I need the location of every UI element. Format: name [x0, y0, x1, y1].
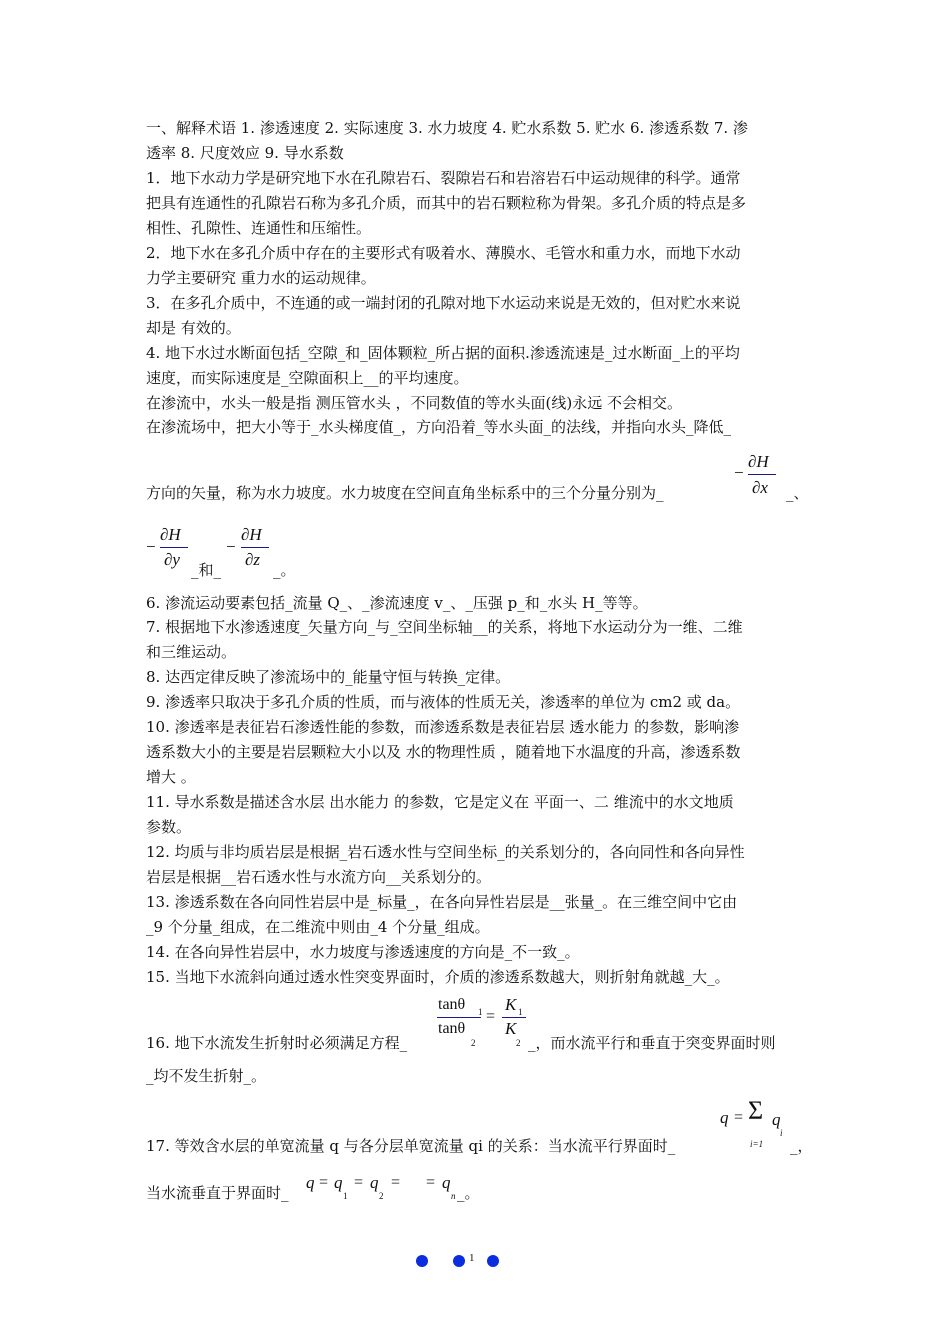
item-16-line-1-end: _，而水流平行和垂直于突变界面时则	[528, 1034, 776, 1052]
formula-eq-4: =	[426, 1174, 436, 1191]
formula-q-sub-2: 2	[379, 1191, 384, 1201]
formula-q-2: q	[370, 1173, 379, 1192]
fraction-bar-z	[241, 547, 269, 548]
formula-sub-2a: 2	[471, 1038, 476, 1048]
item-10-line-1: 10. 渗透率是表征岩石渗透性能的参数，而渗透系数是表征岩层 透水能力 的参数，影响渗	[146, 718, 740, 736]
item-16-line-2: _均不发生折射_。	[146, 1067, 267, 1085]
formula-q-sub-n: n	[451, 1191, 456, 1201]
formula-eq-sum: =	[734, 1109, 744, 1126]
formula-minus-z: −	[226, 537, 236, 556]
item-1-line-2: 把具有连通性的孔隙岩石称为多孔介质，而其中的岩石颗粒称为骨架。多孔介质的特点是多	[146, 194, 747, 212]
formula-q-sum: q	[720, 1108, 729, 1127]
item-13-line-1: 13. 渗透系数在各向同性岩层中是_标量_，在各向异性岩层是__张量_。在三维空间中它由	[146, 893, 738, 911]
formula-q-1: q	[334, 1173, 343, 1192]
formula-dz: ∂z	[245, 550, 261, 569]
item-17-line-2-end: _。	[457, 1184, 480, 1202]
item-2-line-1: 2．地下水在多孔介质中存在的主要形式有吸着水、薄膜水、毛管水和重力水，而地下水动	[146, 244, 741, 262]
page-number: 1	[469, 1252, 475, 1264]
item-10-line-3: 增大 。	[146, 768, 196, 786]
item-12-line-1: 12. 均质与非均质岩层是根据_岩石透水性与空间坐标_的关系划分的，各向同性和各向异性	[146, 843, 745, 861]
item-3-line-1: 3．在多孔介质中，不连通的或一端封闭的孔隙对地下水运动来说是无效的，但对贮水来说	[146, 294, 741, 312]
item-2-line-2: 力学主要研究 重力水的运动规律。	[146, 269, 376, 287]
formula-tan-1: tanθ	[438, 996, 466, 1013]
gradient-definition-line-2: 方向的矢量，称为水力坡度。水力坡度在空间直角坐标系中的三个分量分别为_	[146, 484, 664, 502]
gradient-definition-line-1: 在渗流场中，把大小等于_水头梯度值_，方向沿着_等水头面_的法线，并指向水头_降低_	[146, 418, 732, 436]
formula-sub-2b: 2	[516, 1038, 521, 1048]
end-of-gradient-line: _。	[273, 561, 296, 579]
item-11-line-1: 11. 导水系数是描述含水层 出水能力 的参数，它是定义在 平面一、二 维流中的水文地质	[146, 793, 734, 811]
separator-after-x: _、	[786, 484, 809, 502]
formula-dy: ∂y	[164, 550, 180, 569]
fraction-bar-x	[748, 474, 776, 475]
formula-K-1: K	[505, 995, 517, 1014]
item-1-line-3: 相性、孔隙性、连通性和压缩性。	[146, 219, 372, 237]
footer-dot-right	[487, 1255, 499, 1267]
item-17-line-1-end: _，	[790, 1137, 813, 1155]
item-9-line: 9. 渗透率只取决于多孔介质的性质，而与液体的性质无关，渗透率的单位为 cm2 或 da。	[146, 693, 741, 711]
formula-sigma: Σ	[748, 1096, 764, 1125]
item-16-line-1: 16. 地下水流发生折射时必须满足方程_	[146, 1034, 408, 1052]
formula-minus-x: −	[734, 463, 744, 482]
item-6-line: 6. 渗流运动要素包括_流量 Q_、_渗流速度 v_、_压强 p_和_水头 H_等等。	[146, 594, 648, 612]
formula-q-i: q	[772, 1110, 781, 1129]
formula-tan-2: tanθ	[438, 1020, 466, 1037]
formula-q-sub-1: 1	[343, 1191, 348, 1201]
item-4-line-2: 速度，而实际速度是_空隙面积上__的平均速度。	[146, 369, 469, 387]
item-17-line-1: 17. 等效含水层的单宽流量 q 与各分层单宽流量 qi 的关系：当水流平行界面时_	[146, 1137, 676, 1155]
formula-sum-lower: i=1	[750, 1139, 764, 1149]
item-11-line-2: 参数。	[146, 818, 192, 836]
formula-eq-2: =	[354, 1174, 364, 1191]
terms-heading-line-1: 一、解释术语 1. 渗透速度 2. 实际速度 3. 水力坡度 4. 贮水系数 5. 贮水 6. 渗透系数 7. 渗	[146, 119, 748, 137]
item-1-line-1: 1．地下水动力学是研究地下水在孔隙岩石、裂隙岩石和岩溶岩石中运动规律的科学。通常	[146, 169, 741, 187]
formula-dH-y: ∂H	[160, 525, 181, 544]
item-14-line: 14. 在各向异性岩层中，水力坡度与渗透速度的方向是_不一致_。	[146, 943, 580, 961]
head-definition-line: 在渗流中，水头一般是指 测压管水头 ，不同数值的等水头面(线)永远 不会相交。	[146, 394, 683, 412]
formula-q-n: q	[442, 1173, 451, 1192]
item-15-line: 15. 当地下水流斜向通过透水性突变界面时，介质的渗透系数越大，则折射角就越_大_。	[146, 968, 730, 986]
formula-dH-z: ∂H	[241, 525, 262, 544]
item-13-line-2: _9 个分量_组成，在二维流中则由_4 个分量_组成。	[146, 918, 490, 936]
fraction-bar-y	[160, 547, 188, 548]
item-8-line: 8. 达西定律反映了渗流场中的_能量守恒与转换_定律。	[146, 668, 511, 686]
item-12-line-2: 岩层是根据__岩石透水性与水流方向__关系划分的。	[146, 868, 492, 886]
formula-eq-3: =	[391, 1174, 401, 1191]
formula-eq-1: =	[319, 1174, 329, 1191]
item-3-line-2: 却是 有效的。	[146, 319, 241, 337]
formula-dx: ∂x	[752, 478, 768, 497]
formula-sub-1a: 1	[478, 1007, 483, 1017]
formula-K-2: K	[505, 1019, 517, 1038]
item-17-line-2: 当水流垂直于界面时_	[146, 1184, 289, 1202]
formula-eq-refraction: =	[486, 1008, 496, 1025]
item-7-line-1: 7. 根据地下水渗透速度_矢量方向_与_空间坐标轴__的关系，将地下水运动分为一维、二维	[146, 618, 743, 636]
formula-dH-x: ∂H	[748, 452, 769, 471]
fraction-bar-K	[502, 1017, 526, 1018]
formula-q-eq: q	[306, 1173, 315, 1192]
fraction-bar-tan	[437, 1017, 481, 1018]
and-connector: _和_	[191, 561, 222, 579]
item-4-line-1: 4. 地下水过水断面包括_空隙_和_固体颗粒_所占据的面积.渗透流速是_过水断面_上的平均	[146, 344, 740, 362]
terms-heading-line-2: 透率 8. 尺度效应 9. 导水系数	[146, 144, 344, 162]
item-7-line-2: 和三维运动。	[146, 643, 237, 661]
item-10-line-2: 透系数大小的主要是岩层颗粒大小以及 水的物理性质 ，随着地下水温度的升高，渗透系数	[146, 743, 741, 761]
footer-dot-left	[416, 1255, 428, 1267]
formula-sub-i: i	[780, 1128, 783, 1138]
footer-dot-middle	[453, 1255, 465, 1267]
formula-sub-1b: 1	[518, 1007, 523, 1017]
formula-minus-y: −	[146, 537, 156, 556]
